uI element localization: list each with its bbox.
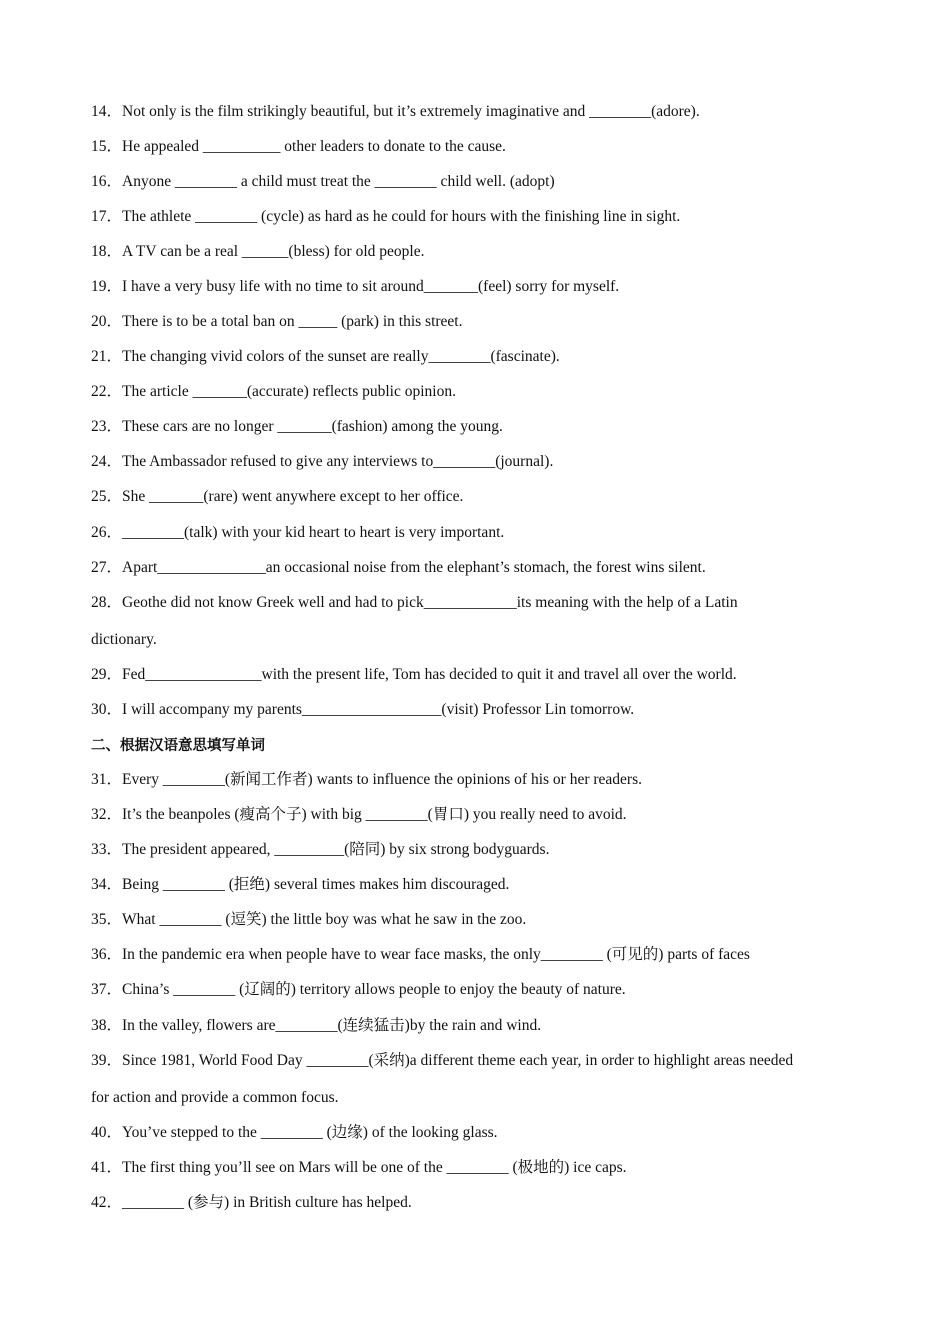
question-36: 36．In the pandemic era when people have to wear face masks, the only________ (可见的) parts of faces [91, 946, 750, 963]
question-29: 29．Fed_______________with the present life, Tom has decided to quit it and travel all over the world. [91, 666, 737, 683]
question-31: 31．Every ________(新闻工作者) wants to influence the opinions of his or her readers. [91, 771, 642, 788]
section-heading: 二、根据汉语意思填写单词 [91, 738, 265, 754]
question-23: 23．These cars are no longer _______(fashion) among the young. [91, 418, 503, 435]
question-39-continued: for action and provide a common focus. [91, 1089, 339, 1106]
question-24: 24．The Ambassador refused to give any interviews to________(journal). [91, 453, 554, 470]
question-18: 18．A TV can be a real ______(bless) for old people. [91, 243, 425, 260]
question-15: 15．He appealed __________ other leaders to donate to the cause. [91, 138, 506, 155]
question-21: 21．The changing vivid colors of the sunset are really________(fascinate). [91, 348, 560, 365]
question-37: 37．China’s ________ (辽阔的) territory allows people to enjoy the beauty of nature. [91, 981, 626, 998]
question-42: 42．________ (参与) in British culture has helped. [91, 1194, 412, 1211]
question-28: 28．Geothe did not know Greek well and had to pick____________its meaning with the help of a Latin [91, 594, 738, 611]
question-40: 40．You’ve stepped to the ________ (边缘) of the looking glass. [91, 1124, 498, 1141]
question-39: 39．Since 1981, World Food Day ________(采纳)a different theme each year, in order to highlight areas needed [91, 1052, 794, 1069]
question-33: 33．The president appeared, _________(陪同) by six strong bodyguards. [91, 841, 550, 858]
question-32: 32．It’s the beanpoles (瘦高个子) with big ________(胃口) you really need to avoid. [91, 806, 627, 823]
question-30: 30．I will accompany my parents__________________(visit) Professor Lin tomorrow. [91, 701, 635, 718]
question-41: 41．The first thing you’ll see on Mars will be one of the ________ (极地的) ice caps. [91, 1159, 627, 1176]
question-25: 25．She _______(rare) went anywhere except to her office. [91, 488, 464, 505]
question-27: 27．Apart______________an occasional noise from the elephant’s stomach, the forest wins silent. [91, 559, 706, 576]
question-20: 20．There is to be a total ban on _____ (park) in this street. [91, 313, 463, 330]
question-19: 19．I have a very busy life with no time to sit around_______(feel) sorry for myself. [91, 278, 620, 295]
question-16: 16．Anyone ________ a child must treat the ________ child well. (adopt) [91, 173, 555, 190]
question-22: 22．The article _______(accurate) reflects public opinion. [91, 383, 456, 400]
question-17: 17．The athlete ________ (cycle) as hard as he could for hours with the finishing line in sight. [91, 208, 681, 225]
question-14: 14．Not only is the film strikingly beautiful, but it’s extremely imaginative and ________(adore). [91, 103, 700, 120]
question-28-continued: dictionary. [91, 631, 157, 648]
question-38: 38．In the valley, flowers are________(连续猛击)by the rain and wind. [91, 1017, 542, 1034]
question-35: 35．What ________ (逗笑) the little boy was what he saw in the zoo. [91, 911, 527, 928]
question-34: 34．Being ________ (拒绝) several times makes him discouraged. [91, 876, 510, 893]
question-26: 26．________(talk) with your kid heart to heart is very important. [91, 524, 505, 541]
